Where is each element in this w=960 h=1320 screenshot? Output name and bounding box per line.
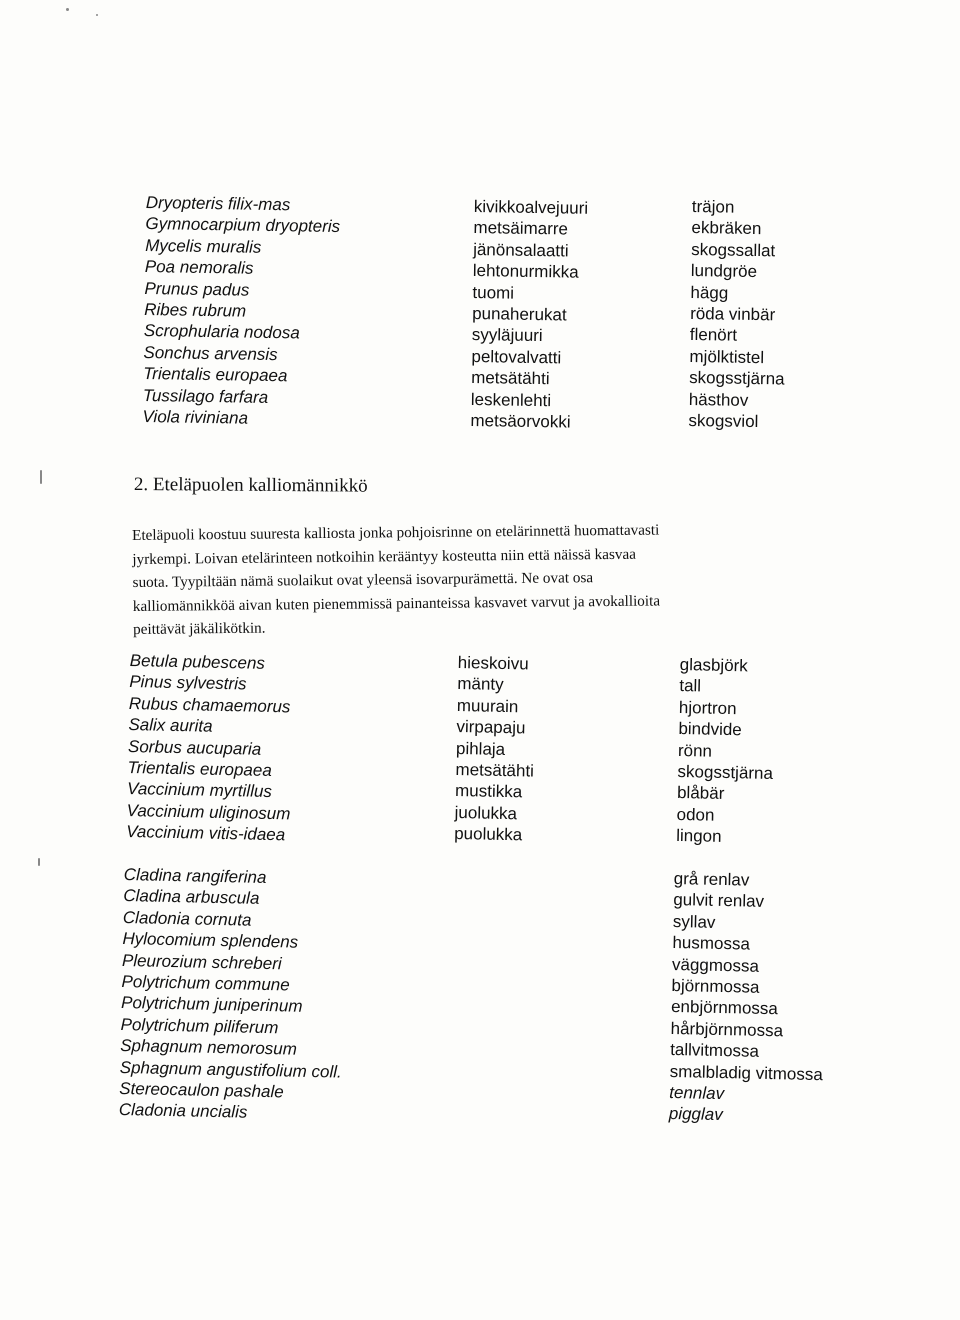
finnish-name: peltovalvatti bbox=[471, 346, 562, 368]
latin-name: Scrophularia nodosa bbox=[143, 321, 300, 343]
finnish-name: metsätähti bbox=[455, 759, 535, 781]
swedish-name: hjortron bbox=[678, 697, 737, 718]
paragraph-line: suota. Tyypiltään nämä suolaikut ovat yleensä isovarpurämettä. Ne ovat osa bbox=[132, 569, 594, 591]
finnish-name: metsätähti bbox=[470, 368, 550, 389]
swedish-name: enbjörnmossa bbox=[670, 997, 779, 1019]
latin-name: Viola riviniana bbox=[142, 406, 249, 428]
swedish-name: lundgröe bbox=[690, 261, 758, 282]
latin-name: Mycelis muralis bbox=[145, 235, 262, 257]
swedish-name: hårbjörnmossa bbox=[670, 1018, 784, 1041]
lichens-swedish-column bbox=[669, 868, 827, 1128]
swedish-name: pigglav bbox=[668, 1104, 723, 1125]
swedish-name: gulvit renlav bbox=[673, 890, 765, 912]
swedish-name: röda vinbär bbox=[690, 303, 776, 325]
finnish-name: leskenlehti bbox=[470, 389, 552, 410]
plants-finnish-column bbox=[454, 652, 536, 846]
latin-name: Cladonia cornuta bbox=[122, 907, 252, 930]
latin-name: Cladonia uncialis bbox=[118, 1100, 248, 1122]
latin-name: Gymnocarpium dryopteris bbox=[145, 214, 341, 237]
swedish-name: husmossa bbox=[672, 933, 751, 954]
latin-name: Cladina arbuscula bbox=[123, 886, 260, 909]
swedish-name: skogssallat bbox=[691, 239, 776, 261]
latin-name: Prunus padus bbox=[144, 278, 250, 300]
latin-name: Polytrichum juniperinum bbox=[120, 993, 303, 1017]
plants-swedish-column bbox=[676, 654, 775, 848]
swedish-name: lingon bbox=[675, 826, 722, 847]
lichens-latin-column bbox=[119, 864, 346, 1125]
swedish-name: björnmossa bbox=[671, 975, 760, 997]
finnish-name: metsäorvokki bbox=[470, 410, 571, 432]
swedish-name: rönn bbox=[677, 740, 713, 761]
finnish-name: mänty bbox=[457, 674, 504, 695]
swedish-name: träjon bbox=[691, 196, 735, 217]
latin-name: Pinus sylvestris bbox=[129, 672, 247, 694]
finnish-name: metsäimarre bbox=[473, 218, 569, 239]
scan-speck bbox=[96, 14, 98, 16]
latin-name: Tussilago farfara bbox=[142, 385, 269, 407]
swedish-name: smalbladig vitmossa bbox=[669, 1061, 823, 1084]
latin-name: Rubus chamaemorus bbox=[128, 693, 291, 717]
latin-name: Polytrichum piliferum bbox=[120, 1014, 279, 1038]
finnish-name: mustikka bbox=[454, 781, 523, 802]
section-heading: 2. Eteläpuolen kalliomännikkö bbox=[133, 474, 368, 497]
latin-name: Pleurozium schreberi bbox=[121, 950, 282, 973]
section-paragraph bbox=[132, 517, 813, 642]
scan-speck bbox=[66, 8, 69, 11]
latin-name: Hylocomium splendens bbox=[122, 929, 299, 952]
latin-name: Polytrichum commune bbox=[121, 971, 290, 995]
swedish-name: syllav bbox=[672, 911, 716, 932]
paragraph-line: peittävät jäkälikötkin. bbox=[133, 619, 266, 638]
swedish-name: grå renlav bbox=[673, 868, 750, 890]
latin-name: Sonchus arvensis bbox=[143, 342, 278, 364]
finnish-name: puolukka bbox=[453, 824, 523, 845]
latin-name: Vaccinium myrtillus bbox=[126, 779, 273, 802]
section1-latin-column bbox=[142, 192, 340, 430]
swedish-name: skogsstjärna bbox=[688, 368, 785, 389]
finnish-name: hieskoivu bbox=[457, 652, 529, 674]
section1-finnish-column bbox=[470, 196, 588, 433]
latin-name: Trientalis europaea bbox=[142, 364, 288, 386]
finnish-name: lehtonurmikka bbox=[472, 261, 579, 282]
swedish-name: väggmossa bbox=[671, 954, 760, 976]
finnish-name: tuomi bbox=[472, 282, 515, 303]
scan-speck bbox=[40, 470, 42, 484]
latin-name: Stereocaulon pashale bbox=[119, 1078, 284, 1102]
plants-latin-column bbox=[126, 650, 294, 846]
scan-speck bbox=[38, 858, 40, 866]
paragraph-line: Eteläpuoli koostuu suuresta kalliosta jonka pohjoisrinne on etelärinnettä huomattavasti bbox=[132, 521, 660, 544]
paragraph-line: jyrkempi. Loivan etelärinteen notkoihin kerääntyy kosteutta niin että näissä kasvaa bbox=[132, 545, 636, 568]
latin-name: Dryopteris filix-mas bbox=[145, 192, 291, 215]
swedish-name: hästhov bbox=[688, 389, 749, 410]
swedish-name: mjölktistel bbox=[689, 346, 765, 367]
latin-name: Poa nemoralis bbox=[144, 257, 254, 278]
swedish-name: skogsviol bbox=[688, 410, 759, 431]
swedish-name: odon bbox=[676, 804, 715, 825]
latin-name: Sphagnum nemorosum bbox=[119, 1036, 298, 1059]
latin-name: Vaccinium vitis-idaea bbox=[125, 822, 286, 845]
swedish-name: blåbär bbox=[676, 783, 725, 804]
swedish-name: tallvitmossa bbox=[669, 1040, 760, 1061]
section1-swedish-column bbox=[688, 196, 787, 433]
swedish-name: bindvide bbox=[678, 719, 742, 740]
finnish-name: pihlaja bbox=[455, 738, 506, 759]
swedish-name: hägg bbox=[690, 282, 729, 303]
paragraph-line: kalliomännikköä aivan kuten pienemmissä painanteissa kasvavet varvut ja avokallioita bbox=[132, 591, 661, 615]
swedish-name: tennlav bbox=[669, 1082, 725, 1104]
latin-name: Trientalis europaea bbox=[127, 757, 272, 780]
latin-name: Salix aurita bbox=[128, 715, 213, 736]
swedish-name: glasbjörk bbox=[679, 654, 749, 676]
latin-name: Cladina rangiferina bbox=[123, 864, 267, 887]
finnish-name: muurain bbox=[456, 695, 519, 717]
latin-name: Vaccinium uliginosum bbox=[126, 800, 291, 824]
finnish-name: punaherukat bbox=[472, 303, 567, 325]
swedish-name: tall bbox=[679, 676, 702, 696]
finnish-name: jänönsalaatti bbox=[473, 239, 569, 261]
swedish-name: skogsstjärna bbox=[677, 761, 774, 783]
latin-name: Sorbus aucuparia bbox=[127, 736, 262, 759]
latin-name: Sphagnum angustifolium coll. bbox=[119, 1057, 342, 1082]
finnish-name: juolukka bbox=[454, 802, 518, 824]
finnish-name: syyläjuuri bbox=[471, 325, 543, 346]
finnish-name: kivikkoalvejuuri bbox=[473, 196, 589, 218]
latin-name: Betula pubescens bbox=[129, 650, 266, 673]
latin-name: Ribes rubrum bbox=[144, 299, 247, 321]
swedish-name: ekbräken bbox=[691, 218, 762, 239]
swedish-name: flenört bbox=[689, 325, 738, 346]
finnish-name: virpapaju bbox=[456, 717, 526, 738]
